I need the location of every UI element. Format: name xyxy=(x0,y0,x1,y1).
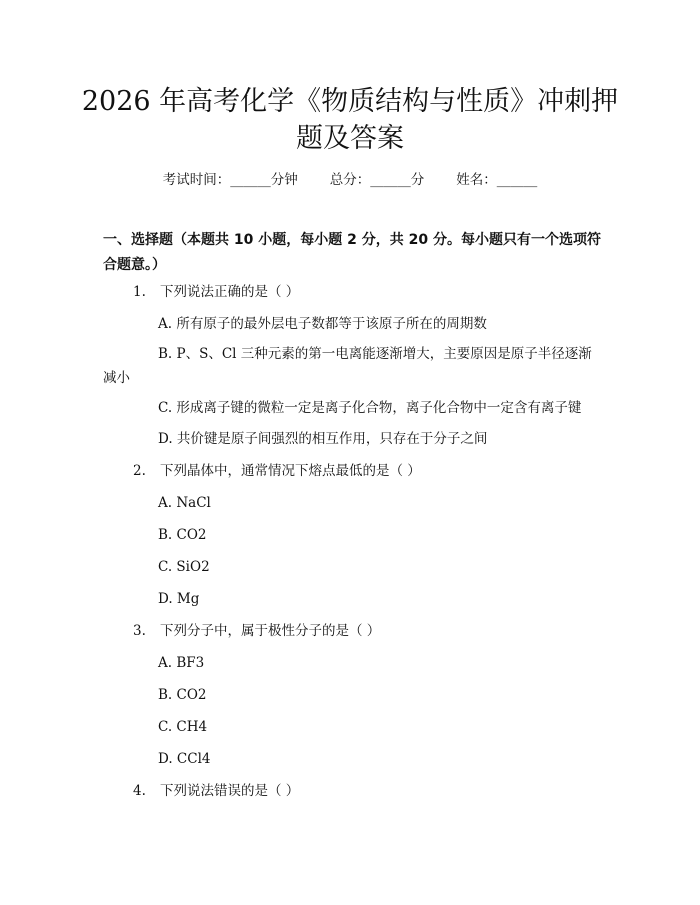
total-score: 总分：______分 xyxy=(329,172,425,188)
question-stem: 下列说法错误的是（ ） xyxy=(160,783,300,799)
option-2d: D. Mg xyxy=(158,591,200,607)
question-stem: 下列晶体中，通常情况下熔点最低的是（ ） xyxy=(160,463,421,479)
question-4 xyxy=(133,781,299,801)
option-2b: B. CO2 xyxy=(158,527,207,543)
option-1c: C. 形成离子键的微粒一定是离子化合物，离子化合物中一定含有离子键 xyxy=(158,400,582,416)
question-number: 2. xyxy=(133,463,146,479)
page-title-line2: 题及答案 xyxy=(296,123,404,154)
exam-meta xyxy=(0,168,700,188)
student-name: 姓名：______ xyxy=(456,172,538,188)
option-2a: A. NaCl xyxy=(158,495,211,511)
option-1d: D. 共价键是原子间强烈的相互作用，只存在于分子之间 xyxy=(158,431,488,447)
question-1 xyxy=(133,282,299,302)
option-3d: D. CCl4 xyxy=(158,751,211,767)
question-3 xyxy=(133,621,380,641)
question-number: 3. xyxy=(133,623,146,639)
page-title-line1: 2026 年高考化学《物质结构与性质》冲刺押 xyxy=(81,86,619,117)
question-2 xyxy=(133,461,421,481)
question-stem: 下列分子中，属于极性分子的是（ ） xyxy=(160,623,381,639)
option-1a: A. 所有原子的最外层电子数都等于该原子所在的周期数 xyxy=(158,316,487,332)
question-number: 4. xyxy=(133,783,146,799)
option-3c: C. CH4 xyxy=(158,719,208,735)
option-3b: B. CO2 xyxy=(158,687,207,703)
question-number: 1. xyxy=(133,284,146,300)
option-3a: A. BF3 xyxy=(158,655,205,671)
question-stem: 下列说法正确的是（ ） xyxy=(160,284,300,300)
option-2c: C. SiO2 xyxy=(158,559,210,575)
exam-time: 考试时间：______分钟 xyxy=(162,172,298,188)
section-heading: 一、选择题（本题共 10 小题，每小题 2 分，共 20 分。每小题只有一个选项符合题意。） xyxy=(103,232,601,273)
option-1b: B. P、S、Cl 三种元素的第一电离能逐渐增大，主要原因是原子半径逐渐减小 xyxy=(103,346,592,386)
